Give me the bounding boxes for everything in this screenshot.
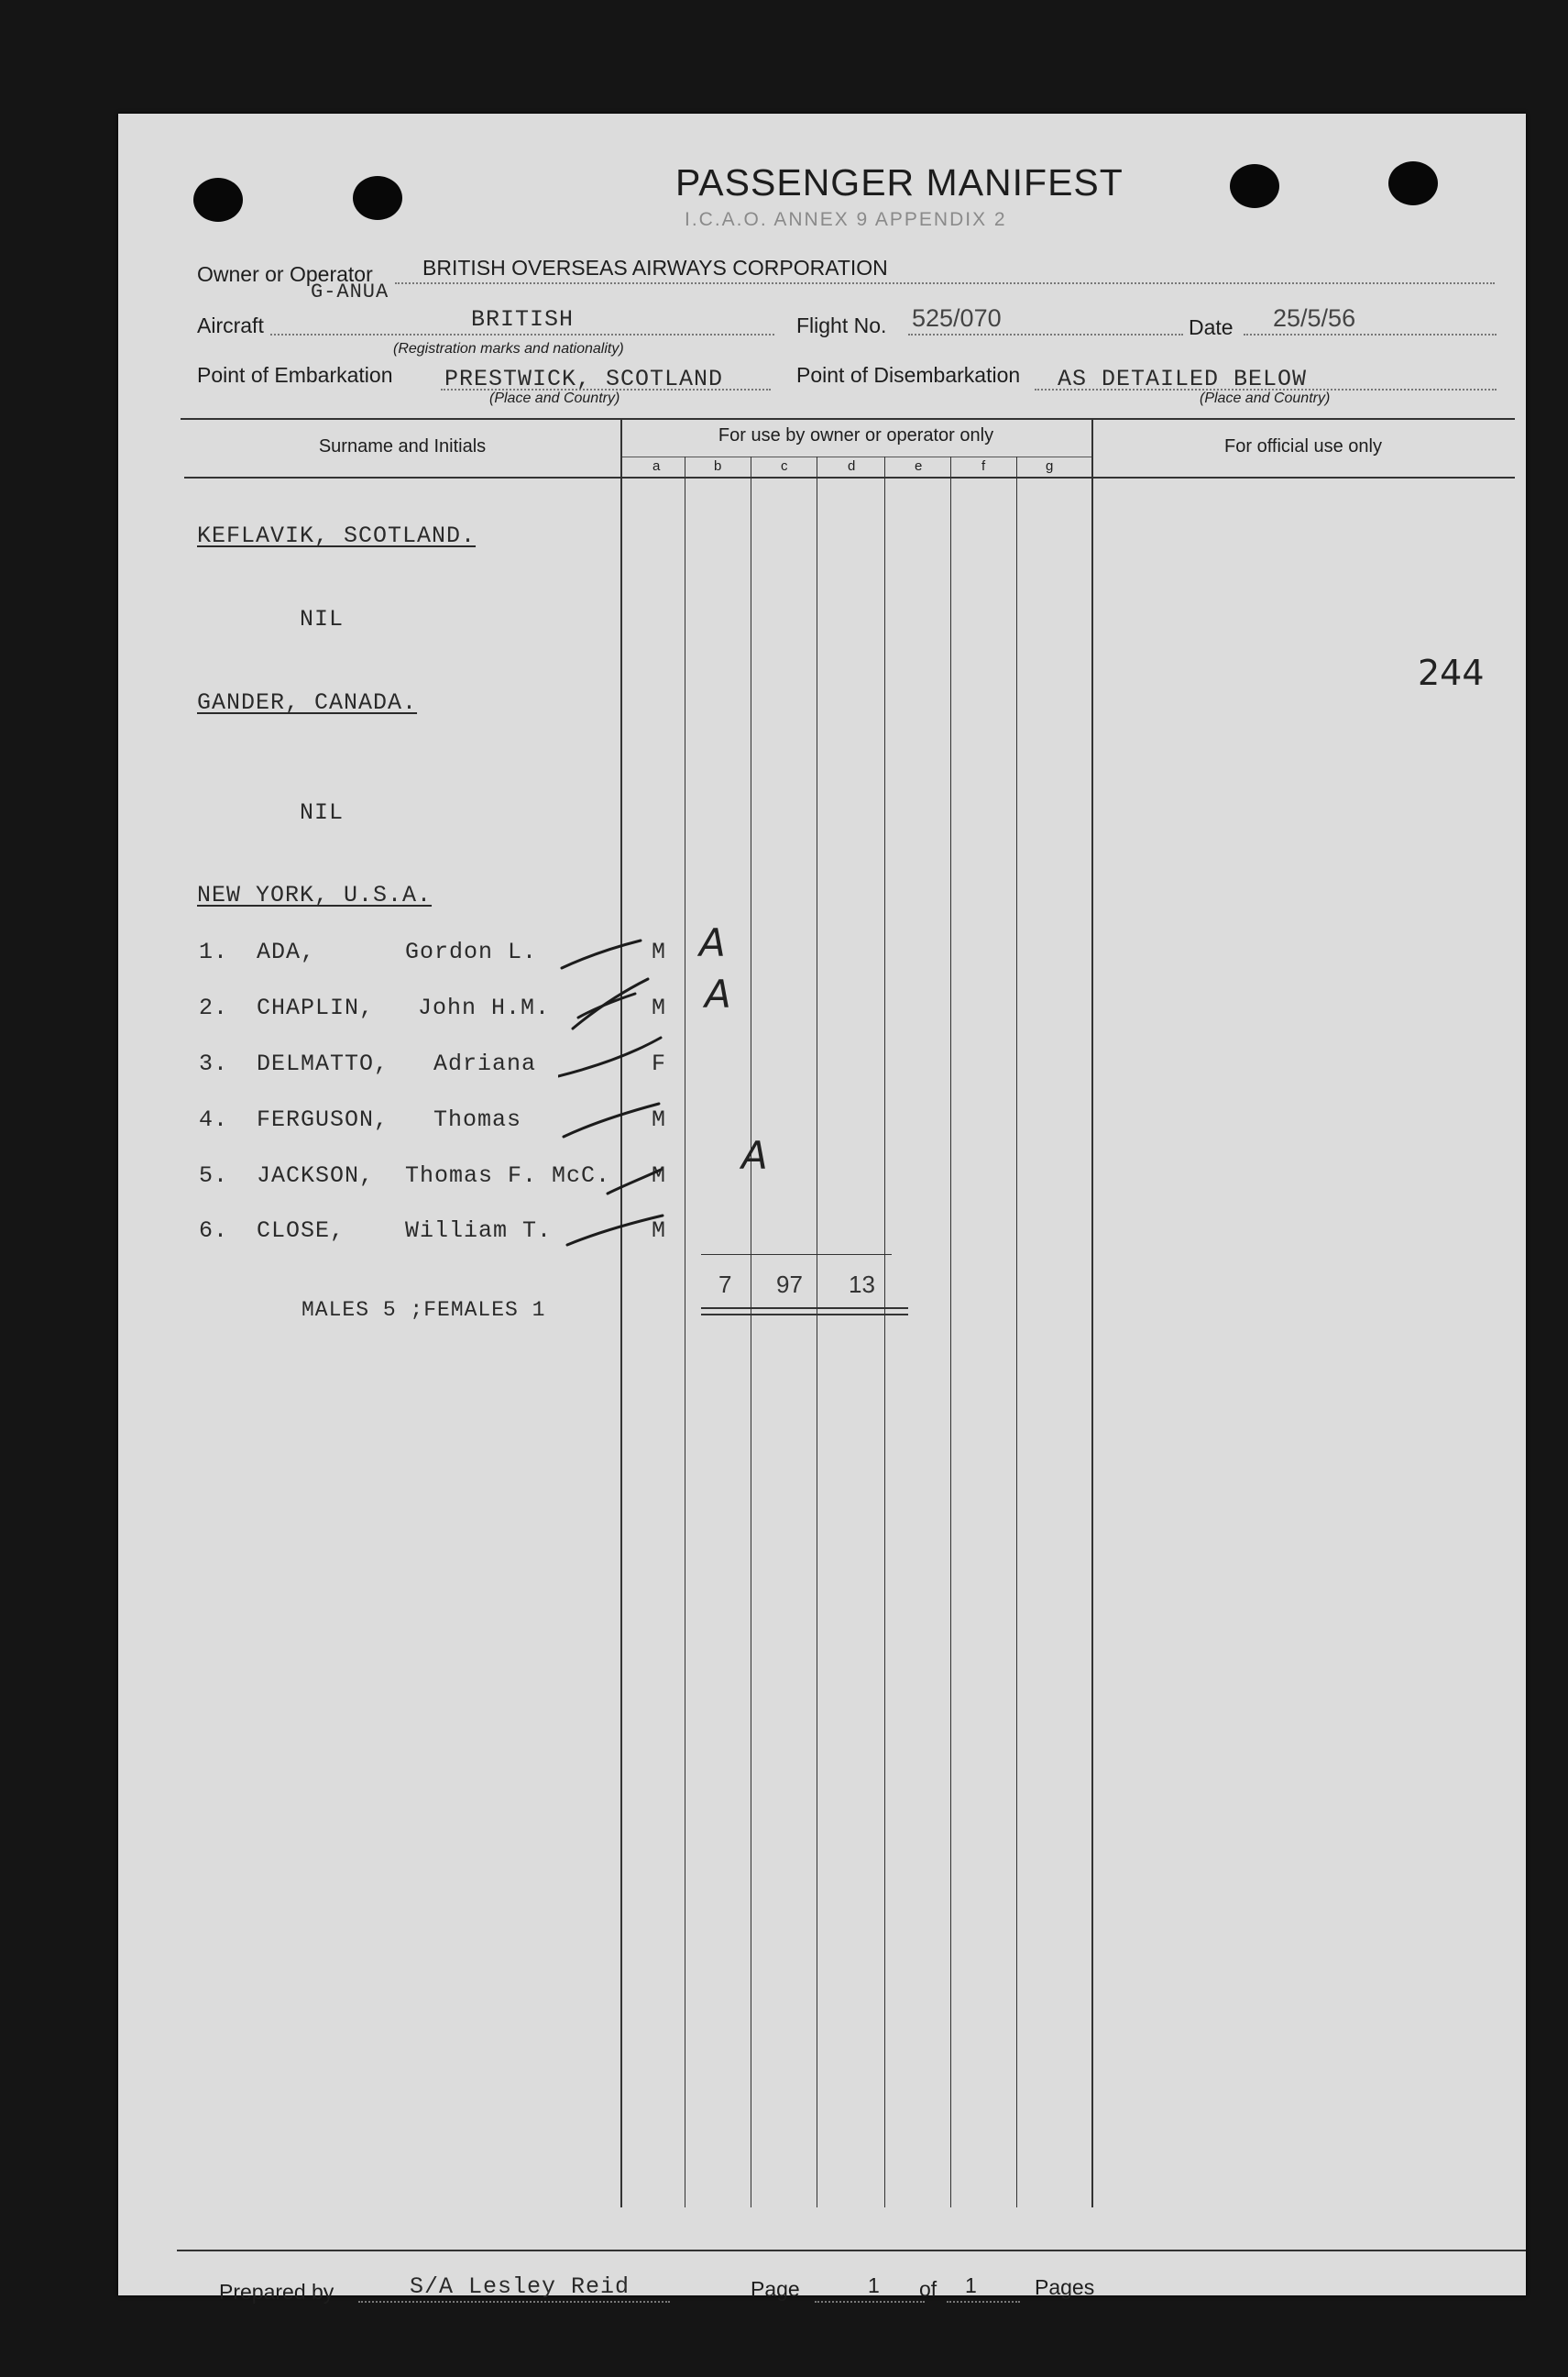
prepared-dotted-line [358,2301,670,2303]
punch-hole-3 [1230,164,1279,208]
passenger-surname: DELMATTO, [257,1051,389,1077]
check-tick-4 [564,1104,659,1137]
passenger-number: 3. [199,1051,229,1077]
check-tick-1 [562,941,641,968]
date-label: Date [1189,315,1234,339]
column-letter-a: a [652,458,661,474]
column-letter-e: e [915,458,923,474]
passenger-sex: M [652,1217,667,1244]
totals-double-rule-1 [701,1307,908,1309]
column-rule-5 [884,457,885,2207]
check-tick-6 [567,1216,663,1245]
passenger-given-name: John H.M. [418,995,551,1021]
page-total: 1 [965,2273,977,2297]
flight-value: 525/070 [912,304,1002,332]
passenger-number: 2. [199,995,229,1021]
prepared-by-value: S/A Lesley Reid [410,2273,630,2300]
passenger-given-name: William T. [405,1217,553,1244]
registration-note: (Registration marks and nationality) [393,341,624,357]
column-header-surname: Surname and Initials [318,436,487,457]
footer-rule [177,2250,1526,2251]
passenger-sex: M [652,1162,667,1189]
passenger-given-name: Thomas [433,1106,522,1133]
official-note: 244 [1418,653,1485,693]
column-letter-g: g [1046,458,1054,474]
column-letter-f: f [981,458,986,474]
date-dotted-line [1244,334,1497,336]
of-label: of [919,2277,938,2301]
disembarkation-label: Point of Disembarkation [796,363,1021,387]
passenger-surname: CLOSE, [257,1217,345,1244]
passenger-given-name: Thomas F. McC. [405,1162,611,1189]
check-tick-3 [558,1038,661,1076]
aircraft-nationality: BRITISH [471,306,575,333]
passenger-mark: A [741,1133,768,1178]
manifest-page [118,114,1526,2304]
passenger-sex: F [652,1051,667,1077]
passenger-surname: FERGUSON, [257,1106,389,1133]
column-letter-b: b [714,458,722,474]
section-keflavik-note: NIL [300,606,345,633]
punch-hole-4 [1388,161,1438,205]
punch-hole-1 [193,178,243,222]
page-subtitle: I.C.A.O. ANNEX 9 APPENDIX 2 [685,209,1007,230]
page-number: 1 [868,2273,880,2297]
passenger-surname: JACKSON, [257,1162,375,1189]
totals-top-rule [701,1254,892,1255]
passenger-surname: CHAPLIN, [257,995,375,1021]
section-keflavik: KEFLAVIK, SCOTLAND. [197,523,477,549]
passenger-number: 5. [199,1162,229,1189]
column-header-operator: For use by owner or operator only [718,425,994,446]
total-column-d: 13 [849,1271,875,1298]
passenger-given-name: Adriana [433,1051,537,1077]
owner-dotted-line [395,282,1495,284]
passenger-surname: ADA, [257,939,316,965]
flight-label: Flight No. [796,314,887,337]
column-header-official: For official use only [1224,436,1382,457]
column-rule-7 [1016,457,1017,2207]
column-rule-8 [1091,420,1093,2207]
pages-label: Pages [1035,2275,1095,2299]
table-top-rule [181,418,1515,420]
total-column-c: 97 [776,1271,803,1298]
column-letter-d: d [848,458,856,474]
section-newyork: NEW YORK, U.S.A. [197,882,433,908]
punch-hole-2 [353,176,402,220]
date-value: 25/5/56 [1273,304,1356,332]
check-marks [558,920,796,1269]
aircraft-registration: G-ANUA [311,281,389,303]
passenger-sex: M [652,995,667,1021]
passenger-number: 4. [199,1106,229,1133]
page-title: PASSENGER MANIFEST [675,161,1124,204]
passenger-number: 6. [199,1217,229,1244]
owner-value: BRITISH OVERSEAS AIRWAYS CORPORATION [422,256,888,280]
aircraft-label: Aircraft [197,314,264,337]
section-gander-note: NIL [300,799,345,826]
passenger-mark: A [699,920,726,965]
embarkation-value: PRESTWICK, SCOTLAND [444,366,724,392]
owner-label: Owner or Operator [197,262,373,286]
column-letter-c: c [781,458,788,474]
disembarkation-value: AS DETAILED BELOW [1058,366,1308,392]
column-rule-6 [950,457,951,2207]
check-tick-5 [608,1170,661,1194]
totals-double-rule-2 [701,1314,908,1315]
passenger-sex: M [652,1106,667,1133]
total-column-b: 7 [718,1271,732,1298]
disembarkation-note: (Place and Country) [1200,391,1331,406]
aircraft-dotted-line [270,334,774,336]
table-header-rule [184,477,1515,479]
page-label: Page [751,2277,800,2301]
check-tick-2b [578,994,635,1018]
column-rule-1 [620,420,622,2207]
sex-summary: MALES 5 ;FEMALES 1 [302,1298,546,1322]
section-gander: GANDER, CANADA. [197,689,418,716]
passenger-number: 1. [199,939,229,965]
passenger-sex: M [652,939,667,965]
passenger-given-name: Gordon L. [405,939,538,965]
page-dotted-line [815,2301,925,2303]
flight-dotted-line [908,334,1183,336]
passenger-mark: A [705,972,731,1017]
embarkation-label: Point of Embarkation [197,363,393,387]
total-dotted-line [947,2301,1020,2303]
prepared-by-label: Prepared by [219,2280,334,2304]
embarkation-note: (Place and Country) [489,391,620,406]
